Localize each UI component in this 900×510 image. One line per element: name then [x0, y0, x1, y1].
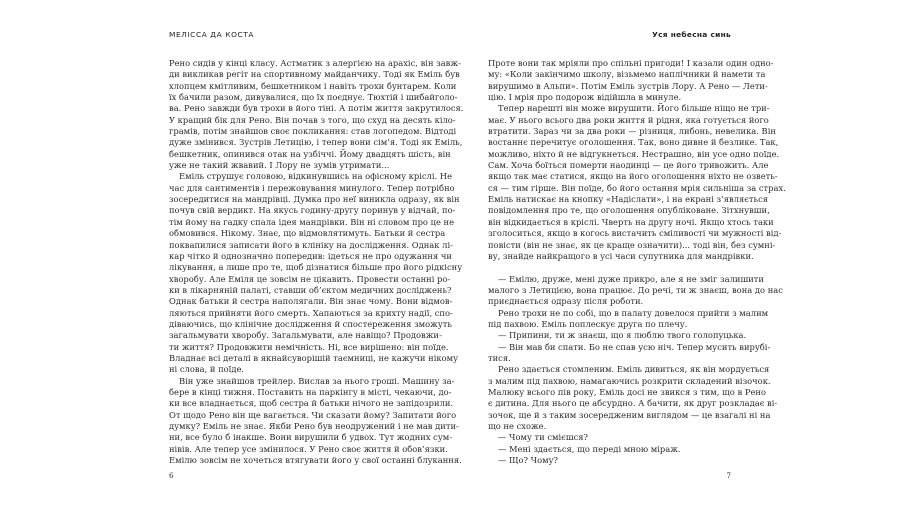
- text-line: грамів, потім знайшов своє покликання: став логопедом. Відтоді: [169, 126, 457, 137]
- left-page-body: [169, 58, 464, 466]
- text-line: почув свій вердикт. На якусь годину-другу поринув у відчай, по-: [169, 205, 456, 216]
- text-line: кар чітко й однозначно попередив: ідеться не про одужання чи: [169, 250, 452, 261]
- paragraph-gap: [488, 262, 731, 273]
- text-line: Сам. Хоча боїться померти наодинці — це його тривожить. Але: [488, 160, 769, 171]
- text-line: зголоситься, якщо в когось вистачить сміливості чи мужності від-: [488, 228, 782, 239]
- text-line: має. У нього всього два роки життя й рідня, яка готується його: [488, 114, 769, 125]
- text-line: Емілю зовсім не хочеться втягувати його у свої останні блукання.: [169, 455, 462, 466]
- text-line: з малим під пахвою, намагаючись розкрити складений візочок.: [488, 375, 771, 386]
- text-line: загальмувати хворобу. Загальмувати, але навіщо? Продовжи-: [169, 330, 442, 341]
- text-line: малого з Летицією, вона працює. До речі, ти ж знаєш, вона до нас: [488, 284, 783, 295]
- text-line: Еміль натискає на кнопку «Надіслати», і на екрані з’являється: [488, 194, 769, 205]
- text-line: Рено здається стомленим. Еміль дивиться, як він мордується: [498, 364, 770, 375]
- text-line: втратити. Зараз чи за два роки — різниця, либонь, невелика. Він: [488, 126, 776, 137]
- text-line: ляються прийняти його смерть. Хапаються за крихту надії, спо-: [169, 307, 453, 318]
- text-line: уже не такий жвавий. І Лору не зумів утримати...: [169, 160, 390, 171]
- text-line: він відкидається в кріслі. Чверть на другу ночі. Якщо хтось таки: [488, 216, 774, 227]
- text-line: поквапилися записати його в клініку на дослідження. Однак лі-: [169, 239, 453, 250]
- text-line: якщо так має статися, якщо на його оголошення ніхто не озветь-: [488, 171, 778, 182]
- text-line: дуже змінився. Зустрів Летицію, і тепер вони сім’я. Тоді як Еміль,: [169, 137, 463, 148]
- title-running-head: Уся небесна синь: [652, 30, 731, 39]
- text-line: хворобу. Але Еміля це зовсім не цікавить. Провести останні ро-: [169, 273, 451, 284]
- text-line: — Він мав би спати. Бо не спав усю ніч. Тепер мусить вирубі-: [498, 341, 771, 352]
- text-line: бере в кінці тижня. Поставить на паркінгу в місті, чекаючи, до-: [169, 386, 452, 397]
- text-line: — Що? Чому?: [498, 455, 559, 466]
- text-line: Рено сидів у кінці класу. Астматик з алергією на арахіс, він завж-: [169, 58, 461, 68]
- text-line: зосередитися на мандрівці. Думка про неї виникла одразу, як він: [169, 194, 460, 205]
- text-line: ди викликав регіт на спортивному майданчику. Тоді як Еміль був: [169, 69, 460, 80]
- right-page: [488, 0, 786, 510]
- text-line: можливо, ніхто й не відгукнеться. Нестрашно, він усе одно поїде.: [488, 148, 780, 159]
- text-line: їх бачили разом, дивувалися, що їх поєднує. Тюхтій і шибайголо-: [169, 92, 458, 103]
- text-line: От щодо Рено він ще вагається. Чи сказати йому? Запитати його: [169, 409, 457, 420]
- text-line: ки все владнається, щоб сестра й батьки нічого не запідозрили.: [169, 398, 454, 409]
- text-line: ні слова, й поїде.: [169, 364, 245, 375]
- text-line: тися.: [488, 352, 511, 363]
- text-line: Тепер нарешті він може вирушити. Його більше ніщо не три-: [498, 103, 770, 114]
- left-page: [169, 0, 464, 510]
- text-line: Еміль струшує головою, відкинувшись на офісному кріслі. Не: [179, 171, 453, 182]
- text-line: думку? Еміль не знає. Якби Рено був неодружений і не мав дити-: [169, 421, 459, 431]
- page-number-right: 7: [726, 472, 731, 480]
- text-line: зочок, ще й з таким зосередженим виглядом — це взагалі ні на: [488, 409, 771, 420]
- text-line: Проте вони так мріяли про спільні пригоди! І казали один одно-: [488, 58, 774, 68]
- text-line: повісти (він не знає, як це краще означити)... тоді він, без сумні-: [488, 239, 776, 250]
- text-line: хлопцем кмітливим, бешкетником і навіть трохи бунтарем. Коли: [169, 80, 457, 91]
- text-line: що не схоже.: [488, 421, 547, 431]
- right-page-body: [488, 58, 786, 466]
- text-line: ки в лікарняній палаті, ставши об’єктом медичних досліджень?: [169, 284, 452, 295]
- text-line: ва. Рено завжди був трохи в його тіні. А потім життя закрутилося.: [169, 103, 464, 114]
- text-line: цію. І мрія про подорож відійшла в минуле.: [488, 92, 682, 103]
- text-line: Владнає всі деталі в якнайсуворішій таємниці, не кажучи нікому: [169, 352, 458, 363]
- text-line: — Емілю, друже, мені дуже прикро, але я не зміг залишити: [498, 273, 764, 284]
- text-line: Малюку всього пів року, Еміль досі не звикся з тим, що в Рено: [488, 386, 766, 397]
- text-line: обмовився. Нікому. Знає, що відмовлятимуть. Батьки й сестра: [169, 228, 446, 239]
- text-line: є дитина. Для нього це абсурдно. А бачити, як друг розкладає ві-: [488, 398, 778, 409]
- text-line: востаннє перечитує оголошення. Так, воно дивне й безлике. Так,: [488, 137, 779, 148]
- text-line: лікування, а лише про те, щоб дізнатися більше про його рідкісну: [169, 262, 463, 273]
- text-line: — Чому ти смієшся?: [498, 432, 589, 443]
- text-line: — Припини, ти ж знаєш, що я люблю твого голопуцька.: [498, 330, 747, 341]
- text-line: ти життя? Продовжити немічність. Ні, все вирішено: він поїде.: [169, 341, 449, 352]
- text-line: тім йому на гадку спала ідея мандрівки. Він ні словом про це не: [169, 216, 455, 227]
- text-line: вирушимо в Альпи». Потім Еміль зустрів Лору. А Рено — Лети-: [488, 80, 768, 91]
- text-line: нівів. Але тепер усе змінилося. У Рено своє життя й обов’язки.: [169, 443, 448, 454]
- text-line: приєднається одразу після роботи.: [488, 296, 644, 307]
- text-line: під пахвою. Еміль поплескує друга по плечу.: [488, 318, 688, 329]
- text-line: ни, все було б інакше. Вони вирушили б удвох. Тут жодних сум-: [169, 432, 453, 443]
- text-line: ся — тим гірше. Він поїде, бо його остання мрія сильніша за страх.: [488, 182, 786, 193]
- text-line: бешкетник, опинився отак на узбіччі. Йому двадцять шість, він: [169, 148, 451, 159]
- text-line: му: «Коли закінчимо школу, візьмемо наплічники й намети та: [488, 69, 766, 80]
- text-line: — Мені здається, що переді мною міраж.: [498, 443, 681, 454]
- text-line: повідомлення про те, що оголошення опубліковане. Зітхнувши,: [488, 205, 770, 216]
- text-line: У кращий бік для Рено. Він почав з того, що схуд на десять кіло-: [169, 114, 456, 125]
- author-running-head: МЕЛІССА ДА КОСТА: [169, 30, 255, 39]
- page-number-left: 6: [169, 472, 174, 480]
- text-line: ву, знайде найкращого в усі часи супутника для мандрівки.: [488, 250, 754, 261]
- text-line: час для сантиментів і пережовування минулого. Тепер потрібно: [169, 182, 455, 193]
- text-line: діваючись, що клінічне дослідження й спостереження зможуть: [169, 318, 452, 329]
- text-line: Однак батьки й сестра наполягали. Він знає чому. Вони відмов-: [169, 296, 453, 307]
- text-line: Рено трохи не по собі, що в палату довелося прийти з малим: [498, 307, 769, 318]
- text-line: Він уже знайшов трейлер. Вислав за нього гроші. Машину за-: [179, 375, 455, 386]
